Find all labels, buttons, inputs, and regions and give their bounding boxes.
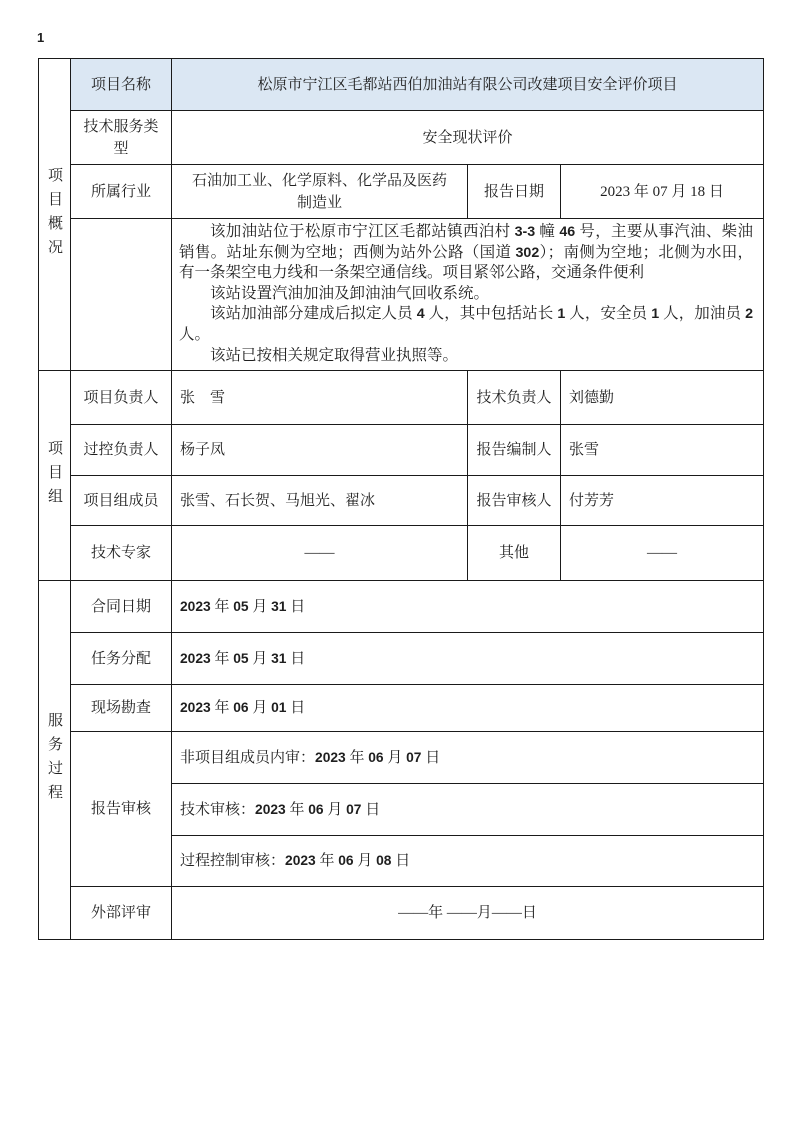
process-section-label: 服务过程 xyxy=(39,581,71,940)
report-date-value: 2023 年 07 月 18 日 xyxy=(561,165,764,219)
report-reviewer-label: 报告审核人 xyxy=(468,476,561,526)
team-members-value: 张雪、石长贺、马旭光、翟冰 xyxy=(172,476,468,526)
project-name-row xyxy=(39,59,764,111)
service-type-row xyxy=(39,111,764,165)
service-type-label: 技术服务类型 xyxy=(71,111,172,165)
internal-review-item: 非项目组成员内审：2023 年 06 月 07 日 xyxy=(172,732,764,784)
project-info-table xyxy=(38,58,764,940)
process-row xyxy=(39,685,764,732)
report-author-label: 报告编制人 xyxy=(468,425,561,476)
report-reviewer-value: 付芳芳 xyxy=(561,476,764,526)
project-name-label: 项目名称 xyxy=(71,59,172,111)
project-name-value: 松原市宁江区毛都站西伯加油站有限公司改建项目安全评价项目 xyxy=(172,59,764,111)
tech-leader-label: 技术负责人 xyxy=(468,371,561,425)
industry-row xyxy=(39,165,764,219)
report-date-label: 报告日期 xyxy=(468,165,561,219)
process-control-leader-value: 杨子凤 xyxy=(172,425,468,476)
team-row xyxy=(39,476,764,526)
process-control-leader-label: 过控负责人 xyxy=(71,425,172,476)
overview-section-label: 项目概况 xyxy=(39,59,71,371)
tech-review-item: 技术审核：2023 年 06 月 07 日 xyxy=(172,784,764,836)
external-review-label: 外部评审 xyxy=(71,887,172,940)
other-value: —— xyxy=(561,526,764,581)
overview-empty-cell xyxy=(71,219,172,371)
overview-paragraph: 该站设置汽油加油及卸油油气回收系统。 xyxy=(210,284,490,302)
site-survey-value: 2023 年 06 月 01 日 xyxy=(172,685,764,732)
process-row xyxy=(39,633,764,685)
process-row xyxy=(39,581,764,633)
process-control-review-item: 过程控制审核：2023 年 06 月 08 日 xyxy=(172,836,764,887)
other-label: 其他 xyxy=(468,526,561,581)
service-type-value: 安全现状评价 xyxy=(172,111,764,165)
tech-expert-value: —— xyxy=(172,526,468,581)
contract-date-value: 2023 年 05 月 31 日 xyxy=(172,581,764,633)
site-survey-label: 现场勘查 xyxy=(71,685,172,732)
team-row xyxy=(39,371,764,425)
team-section-label: 项目组 xyxy=(39,371,71,581)
overview-description xyxy=(172,219,764,371)
team-row xyxy=(39,526,764,581)
tech-leader-value: 刘德勤 xyxy=(561,371,764,425)
page-number: 1 xyxy=(37,30,45,45)
tech-expert-label: 技术专家 xyxy=(71,526,172,581)
overview-description-row xyxy=(39,219,764,371)
industry-label: 所属行业 xyxy=(71,165,172,219)
report-review-label: 报告审核 xyxy=(71,732,172,887)
task-assignment-value: 2023 年 05 月 31 日 xyxy=(172,633,764,685)
team-members-label: 项目组成员 xyxy=(71,476,172,526)
external-review-row xyxy=(39,887,764,940)
project-leader-value: 张 雪 xyxy=(172,371,468,425)
report-author-value: 张雪 xyxy=(561,425,764,476)
contract-date-label: 合同日期 xyxy=(71,581,172,633)
overview-paragraph: 该站已按相关规定取得营业执照等。 xyxy=(210,346,459,364)
project-leader-label: 项目负责人 xyxy=(71,371,172,425)
overview-paragraph: 该加油站位于松原市宁江区毛都站镇西泊村 3-3 幢 46 号，主要从事汽油、柴油销售。站址东侧为空地；西侧为站外公路（国道 302）；南侧为空地；北侧为水田，有一条架空电力线和一条架空通信线。项目紧邻公路，交通条件便利 xyxy=(179,223,754,282)
overview-paragraph: 该站加油部分建成后拟定人员 4 人，其中包括站长 1 人，安全员 1 人，加油员 2 人。 xyxy=(179,305,753,343)
external-review-value: ——年 ——月——日 xyxy=(172,887,764,940)
report-review-row xyxy=(39,732,764,784)
task-assignment-label: 任务分配 xyxy=(71,633,172,685)
industry-value: 石油加工业、化学原料、化学品及医药制造业 xyxy=(172,165,468,219)
team-row xyxy=(39,425,764,476)
